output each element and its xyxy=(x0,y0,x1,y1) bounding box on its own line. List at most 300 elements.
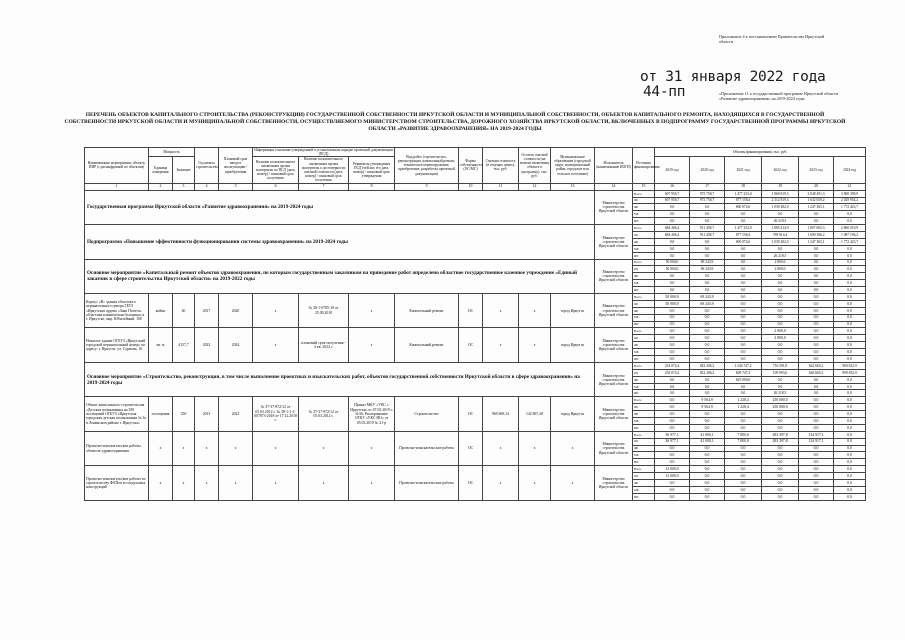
object-ownership: ОС xyxy=(459,397,483,431)
object-ownership: ОС xyxy=(459,431,483,465)
funding-value: 0,0 xyxy=(799,328,834,335)
section-row xyxy=(85,259,866,266)
objects-table xyxy=(84,147,866,501)
funding-value: 0,0 xyxy=(725,424,762,431)
column-number: 12 xyxy=(519,183,551,190)
header-doc-expert: Наличие положительного заключения органа экспертизы по ПСД (дата, номер) / плановый срок получения xyxy=(253,157,299,183)
object-year-end: х xyxy=(219,466,253,500)
funding-value: 0,0 xyxy=(655,452,690,459)
funding-value: 283 397,8 xyxy=(762,438,799,445)
funding-value: 2 029 954,2 xyxy=(834,197,866,204)
funding-value: 625 000,0 xyxy=(725,376,762,383)
object-row xyxy=(85,328,866,335)
funding-value: 1 247 365,1 xyxy=(799,238,834,245)
column-number: 11 xyxy=(483,183,519,190)
object-municipality: город Иркутск xyxy=(551,397,595,431)
funding-value: 607 956,7 xyxy=(655,190,690,197)
funding-value: 0,0 xyxy=(725,480,762,487)
object-name: Объект капитального строительства «Детская поликлиника на 350 посещений ОГБУЗ «Иркутская городская детская поликлиника № 6» в Ленинском районе г. Иркутска» xyxy=(85,397,149,431)
funding-source: ФБ xyxy=(633,376,655,383)
funding-value: 0,0 xyxy=(655,287,690,294)
object-year-end: 2020 xyxy=(219,293,253,327)
funding-value: 0,0 xyxy=(690,424,725,431)
header-docs: Информация о наличии утвержденной в установленном порядке проектной документации (ПСД) xyxy=(254,148,393,157)
funding-value: 0,0 xyxy=(725,218,762,225)
funding-value: 0,0 xyxy=(762,245,799,252)
object-work-type: Капитальный ремонт xyxy=(395,293,459,327)
funding-value: 2 048 491,3 xyxy=(799,190,834,197)
funding-value: 0,0 xyxy=(725,280,762,287)
object-doc-approve: Приказ МКУ «УКС г. Иркутска» от 07.03.2019 г. №36; Распоряжение ОГКУ «УКС ИО» от 05.03.2019 № 21-р xyxy=(349,397,395,431)
funding-value: 0,0 xyxy=(799,473,834,480)
funding-source: Всего xyxy=(633,259,655,266)
header-doc-cost: Наличие положительного заключения органа экспертизы о достоверности сметной стоимости (дата, номер) / плановый срок получения xyxy=(299,157,349,183)
funding-value: 877 158,4 xyxy=(725,231,762,238)
column-number: 6 xyxy=(253,183,299,190)
funding-value: 0,0 xyxy=(725,342,762,349)
funding-value: 250 000,0 xyxy=(762,397,799,404)
appendix-top-note: Приложение 4 к постановлению Правительства Иркутской области xyxy=(719,34,825,45)
column-number: 9 xyxy=(395,183,459,190)
funding-value: 0,0 xyxy=(690,493,725,500)
column-number: 17 xyxy=(690,183,725,190)
funding-value: 1 772 423,7 xyxy=(834,238,866,245)
object-doc-expert: х xyxy=(253,466,299,500)
object-ownership: ОС xyxy=(459,293,483,327)
funding-source: ОБ xyxy=(633,404,655,411)
funding-source: ФБ xyxy=(633,238,655,245)
object-est-cost: 960 669,14 xyxy=(483,397,519,431)
funding-source: ИИ xyxy=(633,287,655,294)
funding-source: ОБ xyxy=(633,473,655,480)
funding-value: 0,0 xyxy=(762,293,799,300)
funding-value: 0,0 xyxy=(655,335,690,342)
funding-value: 0,0 xyxy=(762,466,799,473)
object-unit: кв. м xyxy=(149,328,173,362)
funding-value: 0,0 xyxy=(690,211,725,218)
funding-value: 0,0 xyxy=(834,342,866,349)
funding-value: 0,0 xyxy=(690,342,725,349)
executor-cell: Министерство строительства Иркутской области xyxy=(595,362,633,396)
funding-source: ОБ xyxy=(633,266,655,273)
object-doc-expert: х xyxy=(253,293,299,327)
object-name: Проектно-изыскательские работы объектов здравоохранения xyxy=(85,431,149,465)
funding-value: 0,0 xyxy=(799,245,834,252)
header-year-2023: 2023 год xyxy=(799,157,834,183)
funding-value: 0,0 xyxy=(762,459,799,466)
funding-value: 0,0 xyxy=(655,418,690,425)
header-executor: Исполнитель (наименование ИОГВ) xyxy=(595,148,633,184)
funding-value: 975 758,7 xyxy=(690,197,725,204)
object-doc-expert: № 37-37-872/12 от 05.03.2012 г. № 38-1-1-2-007873-2018 от 17.12.2018 г. xyxy=(253,397,299,431)
column-number: 21 xyxy=(834,183,866,190)
object-remain-cost: 142 867,20 xyxy=(519,397,551,431)
funding-value: 0,0 xyxy=(725,473,762,480)
header-est-cost: Сметная стоимость (в текущих ценах), тыс. руб. xyxy=(483,148,519,184)
object-remain-cost: х xyxy=(519,328,551,362)
header-year-2021: 2021 год xyxy=(725,157,762,183)
funding-source: ИИ xyxy=(633,424,655,431)
funding-source: МБ xyxy=(633,418,655,425)
funding-value: 0,0 xyxy=(799,273,834,280)
funding-value: 911 458,7 xyxy=(690,225,725,232)
funding-value: 0,0 xyxy=(762,273,799,280)
funding-value: 0,0 xyxy=(725,466,762,473)
funding-value: 0,0 xyxy=(834,452,866,459)
funding-source: МБ xyxy=(633,383,655,390)
funding-value: 0,0 xyxy=(762,211,799,218)
funding-source: ФБ xyxy=(633,445,655,452)
header-year-2022: 2022 год xyxy=(762,157,799,183)
funding-value: 0,0 xyxy=(834,459,866,466)
object-year-start: х xyxy=(195,431,219,465)
funding-value: 0,0 xyxy=(725,273,762,280)
object-year-start: 2022 xyxy=(195,328,219,362)
funding-value: 0,0 xyxy=(834,466,866,473)
funding-value: 0,0 xyxy=(655,328,690,335)
funding-value: 0,0 xyxy=(655,411,690,418)
funding-value: 0,0 xyxy=(725,266,762,273)
funding-value: 0,0 xyxy=(799,452,834,459)
funding-source: Всего xyxy=(633,466,655,473)
funding-value: 36 977,1 xyxy=(655,438,690,445)
funding-value: 0,0 xyxy=(799,383,834,390)
funding-value: 134 917,1 xyxy=(799,431,834,438)
executor-cell: Министерство строительства Иркутской области xyxy=(595,397,633,431)
object-est-cost: х xyxy=(483,466,519,500)
funding-value: 0,0 xyxy=(834,321,866,328)
funding-value: 0,0 xyxy=(762,300,799,307)
funding-value: 0,0 xyxy=(762,349,799,356)
funding-value: 0,0 xyxy=(799,445,834,452)
funding-value: 0,0 xyxy=(690,466,725,473)
funding-value: 684 406,4 xyxy=(655,231,690,238)
object-row xyxy=(85,397,866,404)
object-work-type: Капитальный ремонт xyxy=(395,328,459,362)
funding-value: 0,0 xyxy=(799,493,834,500)
header-source: Источник финансирования xyxy=(633,148,655,184)
funding-value: 0,0 xyxy=(799,300,834,307)
object-year-end: 2022 xyxy=(219,397,253,431)
funding-value: 0,0 xyxy=(725,411,762,418)
object-remain-cost: х xyxy=(519,293,551,327)
funding-value: 0,0 xyxy=(834,280,866,287)
funding-value: 0,0 xyxy=(834,245,866,252)
funding-value: 0,0 xyxy=(834,404,866,411)
object-name: Нежилое здание ОГБУЗ «Иркутский городской перинатальный центр» по адресу: г. Иркутск, ул. Сурнова, 16 xyxy=(85,328,149,362)
funding-value: 0,0 xyxy=(725,452,762,459)
header-year-start: Год начала строительства xyxy=(195,148,219,184)
funding-value: 7 800,0 xyxy=(725,431,762,438)
funding-value: 0,0 xyxy=(834,273,866,280)
funding-value: 0,0 xyxy=(690,328,725,335)
object-doc-cost: плановый срок получения - 4 кв. 2022 г. xyxy=(299,328,349,362)
funding-value: 283 397,8 xyxy=(762,431,799,438)
executor-cell: Министерство строительства Иркутской области xyxy=(595,190,633,224)
funding-value: 0,0 xyxy=(799,486,834,493)
funding-value: 0,0 xyxy=(834,445,866,452)
funding-value: 0,0 xyxy=(655,349,690,356)
column-number: 7 xyxy=(299,183,349,190)
funding-value: 0,0 xyxy=(690,349,725,356)
funding-value: 0,0 xyxy=(690,245,725,252)
funding-value: 626 665,2 xyxy=(799,369,834,376)
funding-value: 0,0 xyxy=(655,445,690,452)
funding-value: 0,0 xyxy=(799,356,834,363)
funding-source: ИИ xyxy=(633,321,655,328)
funding-value: 0,0 xyxy=(655,376,690,383)
object-unit: койки xyxy=(149,293,173,327)
funding-value: 2 800,0 xyxy=(762,335,799,342)
funding-value: 0,0 xyxy=(834,493,866,500)
funding-value: 2 800,0 xyxy=(762,266,799,273)
funding-value: 0,0 xyxy=(655,307,690,314)
funding-value: 0,0 xyxy=(799,480,834,487)
object-doc-cost: № 38-1-0785-18 от 25.09.2018 xyxy=(299,293,349,327)
funding-value: 0,0 xyxy=(762,376,799,383)
funding-value: 69 243,9 xyxy=(690,293,725,300)
funding-value: 0,0 xyxy=(690,445,725,452)
funding-value: 900 652,9 xyxy=(834,362,866,369)
funding-source: ОБ xyxy=(633,335,655,342)
object-capacity: х xyxy=(173,431,195,465)
object-row xyxy=(85,431,866,438)
funding-source: ФБ xyxy=(633,480,655,487)
header-unit: Единица измерения xyxy=(149,157,173,183)
funding-source: ОБ xyxy=(633,438,655,445)
object-year-start: 2017 xyxy=(195,293,219,327)
funding-value: 0,0 xyxy=(799,211,834,218)
object-remain-cost: х xyxy=(519,431,551,465)
funding-source: ОБ xyxy=(633,197,655,204)
object-ownership: ОС xyxy=(459,466,483,500)
funding-value: 716 291,8 xyxy=(762,362,799,369)
funding-value: 0,0 xyxy=(799,397,834,404)
funding-value: 0,0 xyxy=(655,424,690,431)
section-row xyxy=(85,225,866,232)
funding-source: ИИ xyxy=(633,252,655,259)
funding-value: 0,0 xyxy=(655,404,690,411)
funding-value: 0,0 xyxy=(799,259,834,266)
funding-source: Всего xyxy=(633,328,655,335)
header-municipality: Муниципальное образование (городской округ, муниципальный район, городское или сельское поселение) xyxy=(551,148,595,184)
funding-value: 0,0 xyxy=(655,314,690,321)
column-number: 20 xyxy=(799,183,834,190)
funding-value: 2 312 819,3 xyxy=(762,197,799,204)
funding-value: 0,0 xyxy=(690,280,725,287)
object-doc-cost: № 37-37-872/12 от 05.03.2012 г. xyxy=(299,397,349,431)
funding-value: 0,0 xyxy=(690,252,725,259)
funding-value: 0,0 xyxy=(834,259,866,266)
funding-value: 0,0 xyxy=(762,480,799,487)
column-number: 15 xyxy=(633,183,655,190)
object-municipality: город Иркутск xyxy=(551,328,595,362)
funding-value: 26 218,5 xyxy=(762,390,799,397)
object-est-cost: х xyxy=(483,431,519,465)
funding-value: 0,0 xyxy=(799,459,834,466)
object-row xyxy=(85,293,866,300)
funding-value: 26 218,5 xyxy=(762,218,799,225)
funding-value: 607 956,7 xyxy=(655,197,690,204)
funding-value: 0,0 xyxy=(725,459,762,466)
funding-value: 0,0 xyxy=(690,321,725,328)
funding-value: 3 900 399,9 xyxy=(834,190,866,197)
funding-value: 0,0 xyxy=(690,356,725,363)
funding-source: ОБ xyxy=(633,231,655,238)
funding-source: ИИ xyxy=(633,493,655,500)
funding-source: МБ xyxy=(633,349,655,356)
funding-value: 0,0 xyxy=(655,218,690,225)
funding-value: 12 000,0 xyxy=(655,466,690,473)
funding-value: 1 228,4 xyxy=(725,404,762,411)
funding-value: 0,0 xyxy=(834,356,866,363)
object-work-type: Проектно-изыскательские работы xyxy=(395,431,459,465)
object-year-start: х xyxy=(195,466,219,500)
funding-value: 0,0 xyxy=(690,307,725,314)
funding-value: 609 747,3 xyxy=(725,369,762,376)
funding-value: 12 000,0 xyxy=(655,473,690,480)
funding-source: ФБ xyxy=(633,342,655,349)
funding-value: 134 917,1 xyxy=(799,438,834,445)
funding-value: 1 244 747,2 xyxy=(725,362,762,369)
funding-value: 0,0 xyxy=(725,211,762,218)
section-row xyxy=(85,362,866,369)
funding-value: 0,0 xyxy=(799,466,834,473)
funding-value: 0,0 xyxy=(834,349,866,356)
funding-value: 769 914,4 xyxy=(762,231,799,238)
funding-value: 0,0 xyxy=(834,418,866,425)
funding-value: 0,0 xyxy=(725,287,762,294)
column-number: 3 xyxy=(173,183,195,190)
funding-value: 0,0 xyxy=(690,486,725,493)
funding-source: Всего xyxy=(633,397,655,404)
executor-cell: Министерство строительства Иркутской области xyxy=(595,328,633,362)
funding-value: 0,0 xyxy=(762,493,799,500)
executor-cell: Министерство строительства Иркутской области xyxy=(595,466,633,500)
funding-value: 0,0 xyxy=(725,245,762,252)
funding-source: МБ xyxy=(633,245,655,252)
executor-cell: Министерство строительства Иркутской области xyxy=(595,259,633,293)
funding-value: 0,0 xyxy=(655,390,690,397)
object-ownership: ОС xyxy=(459,328,483,362)
header-funding: Объемы финансирования, тыс. руб. xyxy=(655,148,866,157)
funding-source: МБ xyxy=(633,452,655,459)
header-work-type: Вид работ (строительство, реконструкция, капитальный ремонт, техническое перевооружение, приобретение, разработка проектной документации) xyxy=(395,148,459,184)
column-number: 1 xyxy=(85,183,149,190)
funding-source: Всего xyxy=(633,225,655,232)
object-unit: х xyxy=(149,466,173,500)
object-doc-expert: х xyxy=(253,328,299,362)
funding-value: 0,0 xyxy=(799,321,834,328)
funding-value: 0,0 xyxy=(655,486,690,493)
header-year-2019: 2019 год xyxy=(655,157,690,183)
funding-value: 0,0 xyxy=(725,486,762,493)
funding-value: 0,0 xyxy=(762,356,799,363)
funding-value: 0,0 xyxy=(834,307,866,314)
funding-value: 0,0 xyxy=(799,349,834,356)
funding-value: 0,0 xyxy=(834,376,866,383)
funding-value: 822 206,2 xyxy=(690,362,725,369)
funding-source: МБ xyxy=(633,211,655,218)
funding-value: 1 039 282,0 xyxy=(762,204,799,211)
funding-source: ФБ xyxy=(633,273,655,280)
funding-value: 0,0 xyxy=(799,252,834,259)
funding-value: 0,0 xyxy=(834,218,866,225)
section-row xyxy=(85,190,866,197)
funding-value: 0,0 xyxy=(834,211,866,218)
object-doc-approve: х xyxy=(349,431,395,465)
object-row xyxy=(85,466,866,473)
funding-value: 0,0 xyxy=(762,287,799,294)
funding-value: 0,0 xyxy=(834,480,866,487)
funding-value: 0,0 xyxy=(834,411,866,418)
funding-value: 0,0 xyxy=(690,314,725,321)
funding-value: 50 000,0 xyxy=(655,266,690,273)
funding-value: 0,0 xyxy=(834,314,866,321)
funding-value: 0,0 xyxy=(762,383,799,390)
funding-source: Всего xyxy=(633,293,655,300)
funding-value: 0,0 xyxy=(655,252,690,259)
funding-source: МБ xyxy=(633,314,655,321)
funding-value: 0,0 xyxy=(799,314,834,321)
funding-value: 0,0 xyxy=(690,473,725,480)
funding-value: 0,0 xyxy=(762,473,799,480)
section-title: Основное мероприятие «Строительство, реконструкция, в том числе выполнение проектных и изыскательских работ, объектов государственной собственности Иркутской области в сфере здравоохранения» на 2019-2024 годы xyxy=(85,362,595,396)
column-number: 8 xyxy=(349,183,395,190)
funding-value: 9 564,9 xyxy=(690,397,725,404)
funding-value: 7 800,0 xyxy=(725,438,762,445)
header-capacity: Мощность xyxy=(149,148,195,157)
funding-value: 0,0 xyxy=(834,431,866,438)
funding-value: 0,0 xyxy=(762,424,799,431)
funding-value: 0,0 xyxy=(762,307,799,314)
document-heading: ПЕРЕЧЕНЬ ОБЪЕКТОВ КАПИТАЛЬНОГО СТРОИТЕЛЬСТВА (РЕКОНСТРУКЦИИ) ГОСУДАРСТВЕННОЙ СОБСТВЕННОСТИ ИРКУТСКОЙ ОБЛАСТИ И МУНИЦИПАЛЬНОЙ СОБСТВЕННОСТИ, ОБЪЕКТОВ КАПИТАЛЬНОГО РЕМОНТА, НАХОДЯЩИХСЯ В ГОСУДАРСТВЕННОЙ СОБСТВЕННОСТИ ИРКУТСКОЙ ОБЛАСТИ И МУНИЦИПАЛЬНОЙ СОБСТВЕННОСТИ, ОСУЩЕСТВЛЯЕМОГО МИНИСТЕРСТВОМ СТРОИТЕЛЬСТВА, ДОРОЖНОГО ХОЗЯЙСТВА ИРКУТСКОЙ ОБЛАСТИ, ВКЛЮЧЕННЫХ В ПОДПРОГРАММУ ГОСУДАРСТВЕННОЙ ПРОГРАММЫ ИРКУТСКОЙ ОБЛАСТИ «РАЗВИТИЕ ЗДРАВООХРАНЕНИЯ» НА 2019-2024 ГОДЫ xyxy=(64,112,846,132)
object-year-start: 2013 xyxy=(195,397,219,431)
funding-value: 0,0 xyxy=(725,300,762,307)
funding-value: 0,0 xyxy=(655,204,690,211)
funding-value: 877 158,4 xyxy=(725,197,762,204)
header-name: Наименование мероприятия, объекта, ПИР (с расшифровкой по объектам) xyxy=(85,148,149,184)
funding-value: 69 243,9 xyxy=(690,259,725,266)
funding-value: 0,0 xyxy=(725,335,762,342)
funding-value: 41 000,1 xyxy=(690,438,725,445)
funding-value: 0,0 xyxy=(725,328,762,335)
executor-cell: Министерство строительства Иркутской области xyxy=(595,431,633,465)
stamp-number: 44-пп xyxy=(643,84,686,100)
funding-value: 0,0 xyxy=(834,438,866,445)
section-title: Государственная программа Иркутской области «Развитие здравоохранения» на 2019-2024 годы xyxy=(85,190,595,224)
funding-value: 909 652,9 xyxy=(834,369,866,376)
funding-value: 1 087 196,2 xyxy=(834,231,866,238)
funding-value: 0,0 xyxy=(799,411,834,418)
funding-value: 0,0 xyxy=(725,252,762,259)
funding-value: 250 000,0 xyxy=(762,404,799,411)
funding-value: 0,0 xyxy=(799,404,834,411)
funding-value: 0,0 xyxy=(725,445,762,452)
object-municipality: х xyxy=(551,466,595,500)
funding-value: 9 564,9 xyxy=(690,404,725,411)
funding-value: 0,0 xyxy=(799,218,834,225)
funding-value: 41 000,1 xyxy=(690,431,725,438)
funding-value: 0,0 xyxy=(655,397,690,404)
funding-value: 234 074,4 xyxy=(655,362,690,369)
funding-value: 0,0 xyxy=(690,218,725,225)
funding-value: 0,0 xyxy=(762,321,799,328)
funding-value: 109 993,6 xyxy=(762,369,799,376)
funding-value: 622 665,2 xyxy=(799,362,834,369)
funding-value: 0,0 xyxy=(834,293,866,300)
object-municipality: город Иркутск xyxy=(551,293,595,327)
